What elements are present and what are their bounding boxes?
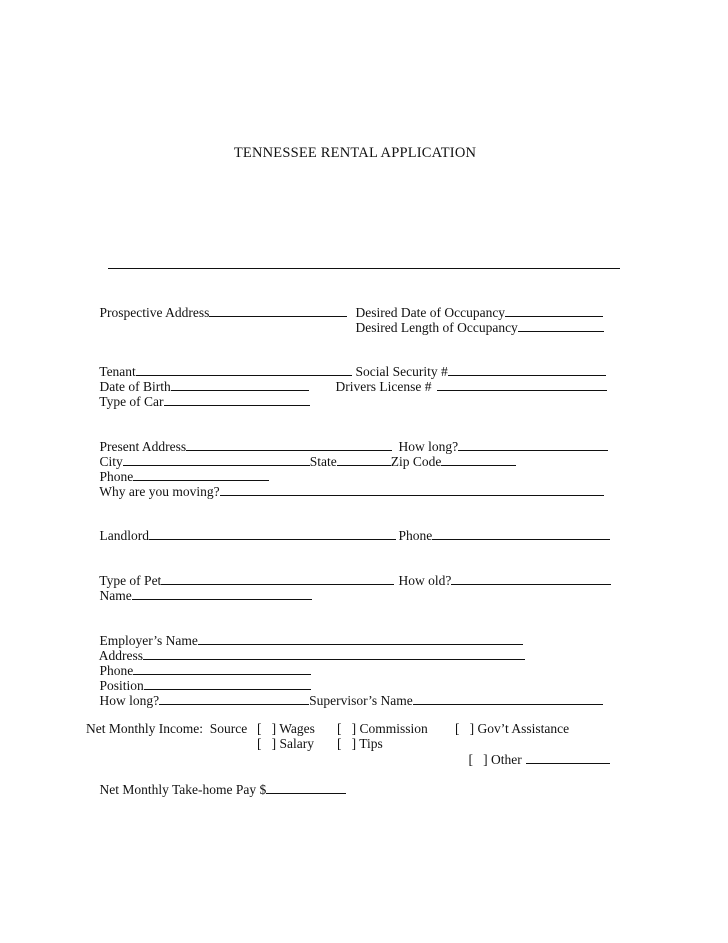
type-of-car-blank[interactable] <box>164 393 310 406</box>
supervisor-blank[interactable] <box>413 692 603 705</box>
how-long-label: How long? <box>398 439 459 454</box>
city-label: City <box>99 454 123 469</box>
govt-assistance-checkbox[interactable]: [ ] Gov’t Assistance <box>455 721 570 736</box>
desired-length-label: Desired Length of Occupancy <box>355 320 518 335</box>
why-moving-label: Why are you moving? <box>99 484 220 499</box>
document-title: TENNESSEE RENTAL APPLICATION <box>233 145 477 161</box>
how-old-label: How old? <box>398 573 452 588</box>
drivers-license-label: Drivers License # <box>335 379 432 394</box>
zip-label: Zip Code <box>390 454 442 469</box>
employer-phone-label: Phone <box>99 663 134 678</box>
commission-checkbox[interactable]: [ ] Commission <box>337 721 428 736</box>
salary-checkbox[interactable]: [ ] Salary <box>257 736 314 751</box>
why-moving-row <box>86 468 604 514</box>
pet-name-row <box>86 572 312 618</box>
ssn-label: Social Security # <box>355 364 448 379</box>
why-moving-blank[interactable] <box>220 483 604 496</box>
phone-label: Phone <box>99 469 134 484</box>
position-label: Position <box>99 678 144 693</box>
supervisor-label: Supervisor’s Name <box>309 693 413 708</box>
employment-length-label: How long? <box>99 693 160 708</box>
type-of-car-row <box>86 378 310 424</box>
how-old-blank[interactable] <box>451 572 611 585</box>
wages-checkbox[interactable]: [ ] Wages <box>257 721 315 736</box>
state-blank[interactable] <box>337 453 391 466</box>
how-old-row <box>385 557 611 603</box>
landlord-phone-label: Phone <box>398 528 433 543</box>
pet-name-blank[interactable] <box>132 587 312 600</box>
take-home-row <box>86 766 346 812</box>
landlord-phone-row <box>385 512 610 558</box>
employer-address-label: Address <box>98 648 144 663</box>
landlord-row <box>86 512 396 558</box>
prospective-address-label: Prospective Address <box>99 305 210 320</box>
take-home-label: Net Monthly Take-home Pay $ <box>99 782 267 797</box>
take-home-blank[interactable] <box>266 781 346 794</box>
type-of-car-label: Type of Car <box>99 394 164 409</box>
dob-label: Date of Birth <box>99 379 171 394</box>
zip-blank[interactable] <box>441 453 516 466</box>
desired-length-blank[interactable] <box>518 319 604 332</box>
landlord-label: Landlord <box>99 528 149 543</box>
drivers-license-row <box>322 363 607 409</box>
employer-name-label: Employer’s Name <box>99 633 198 648</box>
present-address-label: Present Address <box>99 439 187 454</box>
other-row <box>455 736 610 782</box>
pet-name-label: Name <box>99 588 132 603</box>
tips-checkbox[interactable]: [ ] Tips <box>337 736 383 751</box>
landlord-phone-blank[interactable] <box>432 527 610 540</box>
drivers-license-blank[interactable] <box>437 378 607 391</box>
state-label: State <box>309 454 337 469</box>
type-of-pet-label: Type of Pet <box>99 573 162 588</box>
prospective-address-blank[interactable] <box>209 304 347 317</box>
landlord-blank[interactable] <box>149 527 396 540</box>
employment-length-blank[interactable] <box>159 692 309 705</box>
prospective-address-row <box>86 289 347 335</box>
desired-length-row <box>342 304 604 350</box>
net-income-label: Net Monthly Income: Source <box>86 721 248 736</box>
desired-date-label: Desired Date of Occupancy <box>355 305 506 320</box>
tenant-label: Tenant <box>99 364 136 379</box>
other-blank[interactable] <box>526 751 610 764</box>
other-checkbox[interactable]: [ ] Other <box>468 752 522 767</box>
employment-length-row <box>86 677 603 723</box>
signature-divider <box>108 268 620 269</box>
